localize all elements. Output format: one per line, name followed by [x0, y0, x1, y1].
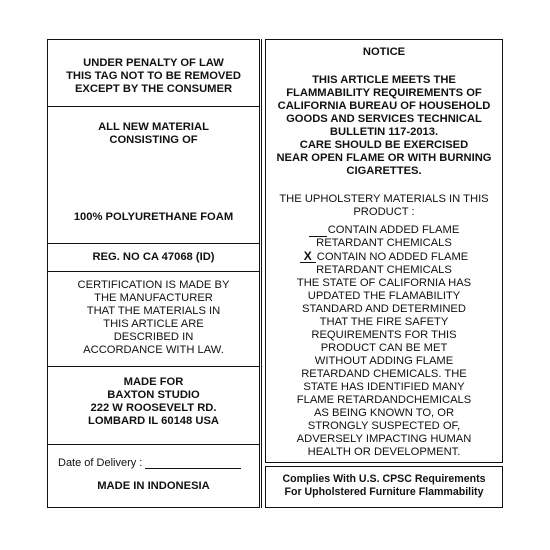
state-text-line: WITHOUT ADDING FLAME: [314, 355, 454, 367]
state-text-line: STANDARD AND DETERMINED: [302, 303, 466, 315]
notice-line: FLAMMABILITY REQUIREMENTS OF: [286, 87, 482, 99]
penalty-line: EXCEPT BY THE CONSUMER: [74, 83, 233, 95]
penalty-line: THIS TAG NOT TO BE REMOVED: [66, 70, 241, 82]
certification-line: THAT THE MATERIALS IN: [86, 305, 221, 317]
option-no-added-checkbox[interactable]: X: [300, 250, 316, 263]
penalty-section: [48, 40, 259, 107]
materials-intro-line: THE UPHOLSTERY MATERIALS IN THIS: [279, 193, 489, 205]
notice-line: THIS ARTICLE MEETS THE: [312, 74, 456, 86]
option-no-added-line: CONTAIN NO ADDED FLAME: [316, 251, 469, 263]
state-text-line: THAT THE FIRE SAFETY: [319, 316, 449, 328]
material-section: [48, 107, 259, 244]
certification-line: DESCRIBED IN: [113, 331, 194, 343]
state-text-line: RETARDAND CHEMICALS. THE: [301, 368, 467, 380]
option-added-line: RETARDANT CHEMICALS: [316, 237, 452, 249]
notice-line: NEAR OPEN FLAME OR WITH BURNING: [276, 152, 492, 164]
made-for-section: [48, 367, 259, 445]
option-no-added-line: RETARDANT CHEMICALS: [316, 264, 452, 276]
made-for-line: MADE FOR: [123, 376, 184, 388]
left-tag-panel: [47, 39, 260, 508]
state-text-line: AS BEING KNOWN TO, OR: [313, 407, 455, 419]
compliance-line: Complies With U.S. CPSC Requirements: [282, 473, 486, 485]
option-added-line: CONTAIN ADDED FLAME: [327, 224, 460, 236]
delivery-section: [48, 445, 259, 507]
option-added-checkbox[interactable]: [309, 225, 327, 237]
notice-line: CIGARETTES.: [346, 165, 422, 177]
certification-line: ACCORDANCE WITH LAW.: [83, 344, 224, 356]
material-heading-line: ALL NEW MATERIAL: [98, 121, 209, 133]
state-text: [266, 277, 502, 459]
delivery-row: [58, 457, 241, 469]
certification-line: CERTIFICATION IS MADE BY: [77, 279, 230, 291]
state-text-line: FLAME RETARDANDCHEMICALS: [296, 394, 472, 406]
materials-intro-line: PRODUCT :: [353, 206, 415, 218]
certification-section: [48, 272, 259, 367]
reg-no-section: [48, 244, 259, 272]
penalty-line: UNDER PENALTY OF LAW: [83, 57, 224, 69]
compliance-footer: [265, 466, 503, 508]
made-for-line: BAXTON STUDIO: [107, 389, 200, 401]
certification-line: THIS ARTICLE ARE: [103, 318, 204, 330]
state-text-line: THE STATE OF CALIFORNIA HAS: [296, 277, 472, 289]
date-of-delivery-field[interactable]: [145, 457, 241, 469]
date-of-delivery-label: Date of Delivery :: [58, 457, 143, 469]
notice-line: BULLETIN 117-2013.: [329, 126, 439, 138]
notice-title: NOTICE: [362, 46, 406, 58]
state-text-line: UPDATED THE FLAMABILITY: [307, 290, 461, 302]
certification-line: THE MANUFACTURER: [94, 292, 213, 304]
notice-line: CARE SHOULD BE EXERCISED: [299, 139, 469, 151]
notice-panel: [265, 39, 503, 463]
compliance-line: For Upholstered Furniture Flammability: [284, 486, 484, 498]
country-of-origin: MADE IN INDONESIA: [97, 480, 210, 492]
state-text-line: HEALTH OR DEVELOPMENT.: [307, 446, 461, 458]
made-for-line: LOMBARD IL 60148 USA: [88, 415, 219, 427]
notice-line: CALIFORNIA BUREAU OF HOUSEHOLD: [277, 100, 491, 112]
reg-no: REG. NO CA 47068 (ID): [92, 251, 215, 263]
notice-line: GOODS AND SERVICES TECHNICAL: [286, 113, 482, 125]
material-composition: 100% POLYURETHANE FOAM: [73, 211, 234, 223]
material-heading-line: CONSISTING OF: [109, 134, 198, 146]
option-added-chemicals: [266, 224, 502, 250]
tag-divider: [261, 39, 262, 508]
state-text-line: ADVERSELY IMPACTING HUMAN: [296, 433, 472, 445]
state-text-line: STRONGLY SUSPECTED OF,: [307, 420, 461, 432]
state-text-line: STATE HAS IDENTIFIED MANY: [303, 381, 465, 393]
state-text-line: PRODUCT CAN BE MET: [320, 342, 448, 354]
option-no-added-chemicals: [266, 250, 502, 277]
made-for-line: 222 W ROOSEVELT RD.: [90, 402, 217, 414]
state-text-line: REQUIREMENTS FOR THIS: [311, 329, 457, 341]
